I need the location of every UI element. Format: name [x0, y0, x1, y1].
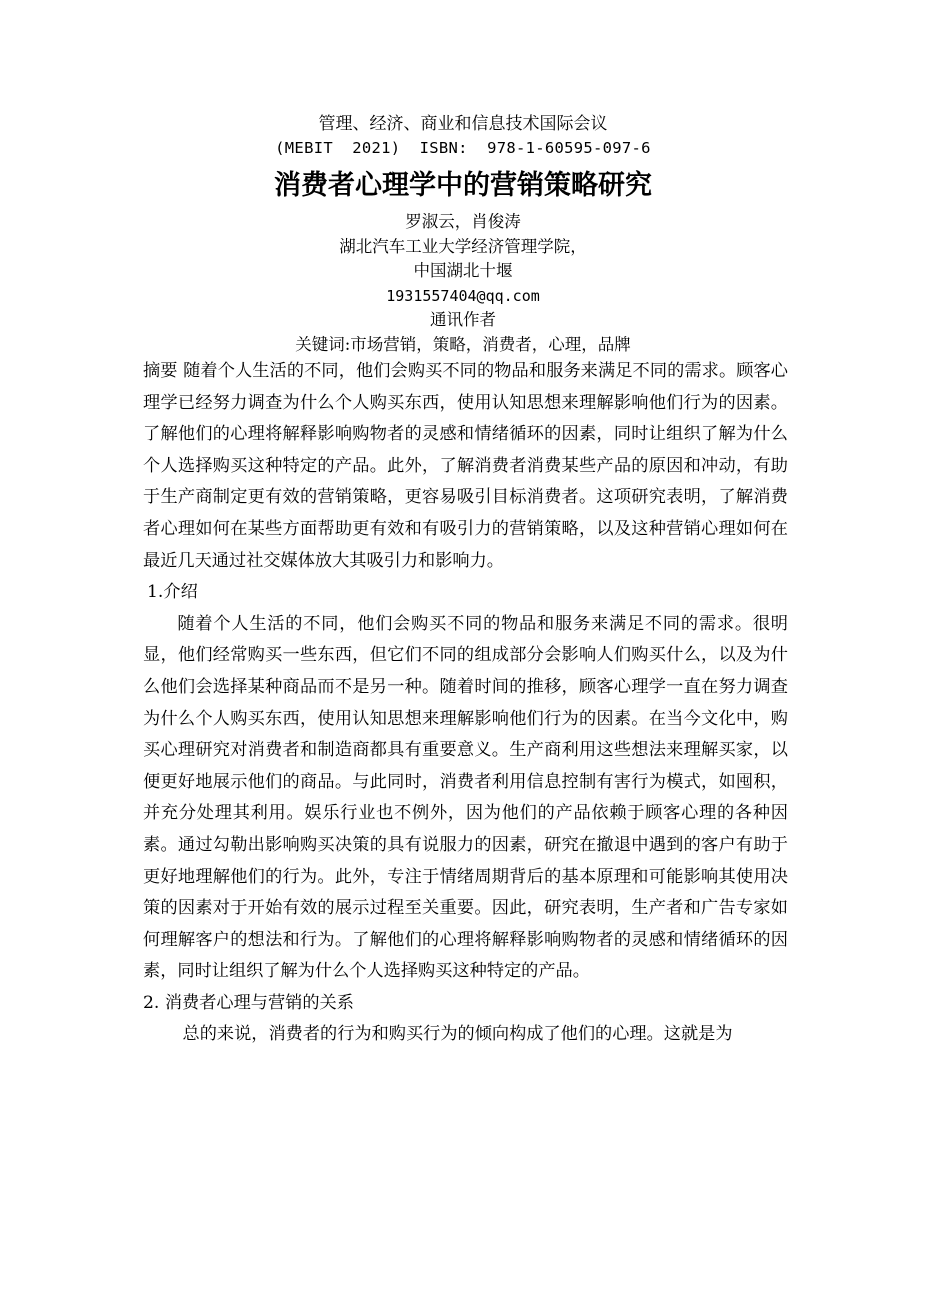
relationship-paragraph: 总的来说，消费者的行为和购买行为的倾向构成了他们的心理。这就是为	[182, 1024, 733, 1045]
conference-name: 管理、经济、商业和信息技术国际会议	[318, 114, 608, 134]
section-heading-introduction: 1.介绍	[147, 582, 198, 603]
paper-body	[143, 356, 788, 1051]
introduction-paragraph: 随着个人生活的不同，他们会购买不同的物品和服务来满足不同的需求。很明显，他们经常购买一些东西，但它们不同的组成部分会影响人们购买什么，以及为什么他们会选择某种商品而不是另一种。随着时间的推移，顾客心理学一直在努力调查为什么个人购买东西，使用认知思想来理解影响他们行为的因素。在当今文化中，购买心理研究对消费者和制造商都具有重要意义。生产商利用这些想法来理解买家，以便更好地展示他们的商品。与此同时，消费者利用信息控制有害行为模式，如囤积，并充分处理其利用。娱乐行业也不例外，因为他们的产品依赖于顾客心理的各种因素。通过勾勒出影响购买决策的具有说服力的因素，研究在撤退中遇到的客户有助于更好地理解他们的行为。此外，专注于情绪周期背后的基本原理和可能影响其使用决策的因素对于开始有效的展示过程至关重要。因此，研究表明，生产者和广告专家如何理解客户的想法和行为。了解他们的心理将解释影响购物者的灵感和情绪循环的因素，同时让组织了解为什么个人选择购买这种特定的产品。	[143, 613, 788, 982]
author-email: 1931557404@qq.com	[386, 286, 540, 305]
isbn-line: (MEBIT 2021) ISBN: 978-1-60595-097-6	[275, 139, 651, 157]
paper-title: 消费者心理学中的营销策略研究	[274, 170, 652, 201]
authors: 罗淑云，肖俊涛	[405, 212, 521, 231]
keywords: 关键词:市场营销，策略，消费者，心理，品牌	[295, 334, 631, 354]
paper-header	[0, 112, 926, 357]
location: 中国湖北十堰	[413, 261, 513, 280]
abstract-paragraph: 摘要 随着个人生活的不同，他们会购买不同的物品和服务来满足不同的需求。顾客心理学已经努力调查为什么个人购买东西，使用认知思想来理解影响他们行为的因素。了解他们的心理将解释影响购物者的灵感和情绪循环的因素，同时让组织了解为什么个人选择购买这种特定的产品。此外，了解消费者消费某些产品的原因和冲动，有助于生产商制定更有效的营销策略，更容易吸引目标消费者。这项研究表明，了解消费者心理如何在某些方面帮助更有效和有吸引力的营销策略，以及这种营销心理如何在最近几天通过社交媒体放大其吸引力和影响力。	[143, 361, 788, 571]
affiliation: 湖北汽车工业大学经济管理学院，	[339, 236, 587, 256]
corresponding-author-note: 通讯作者	[430, 310, 496, 329]
section-heading-relationship: 2. 消费者心理与营销的关系	[143, 992, 354, 1013]
